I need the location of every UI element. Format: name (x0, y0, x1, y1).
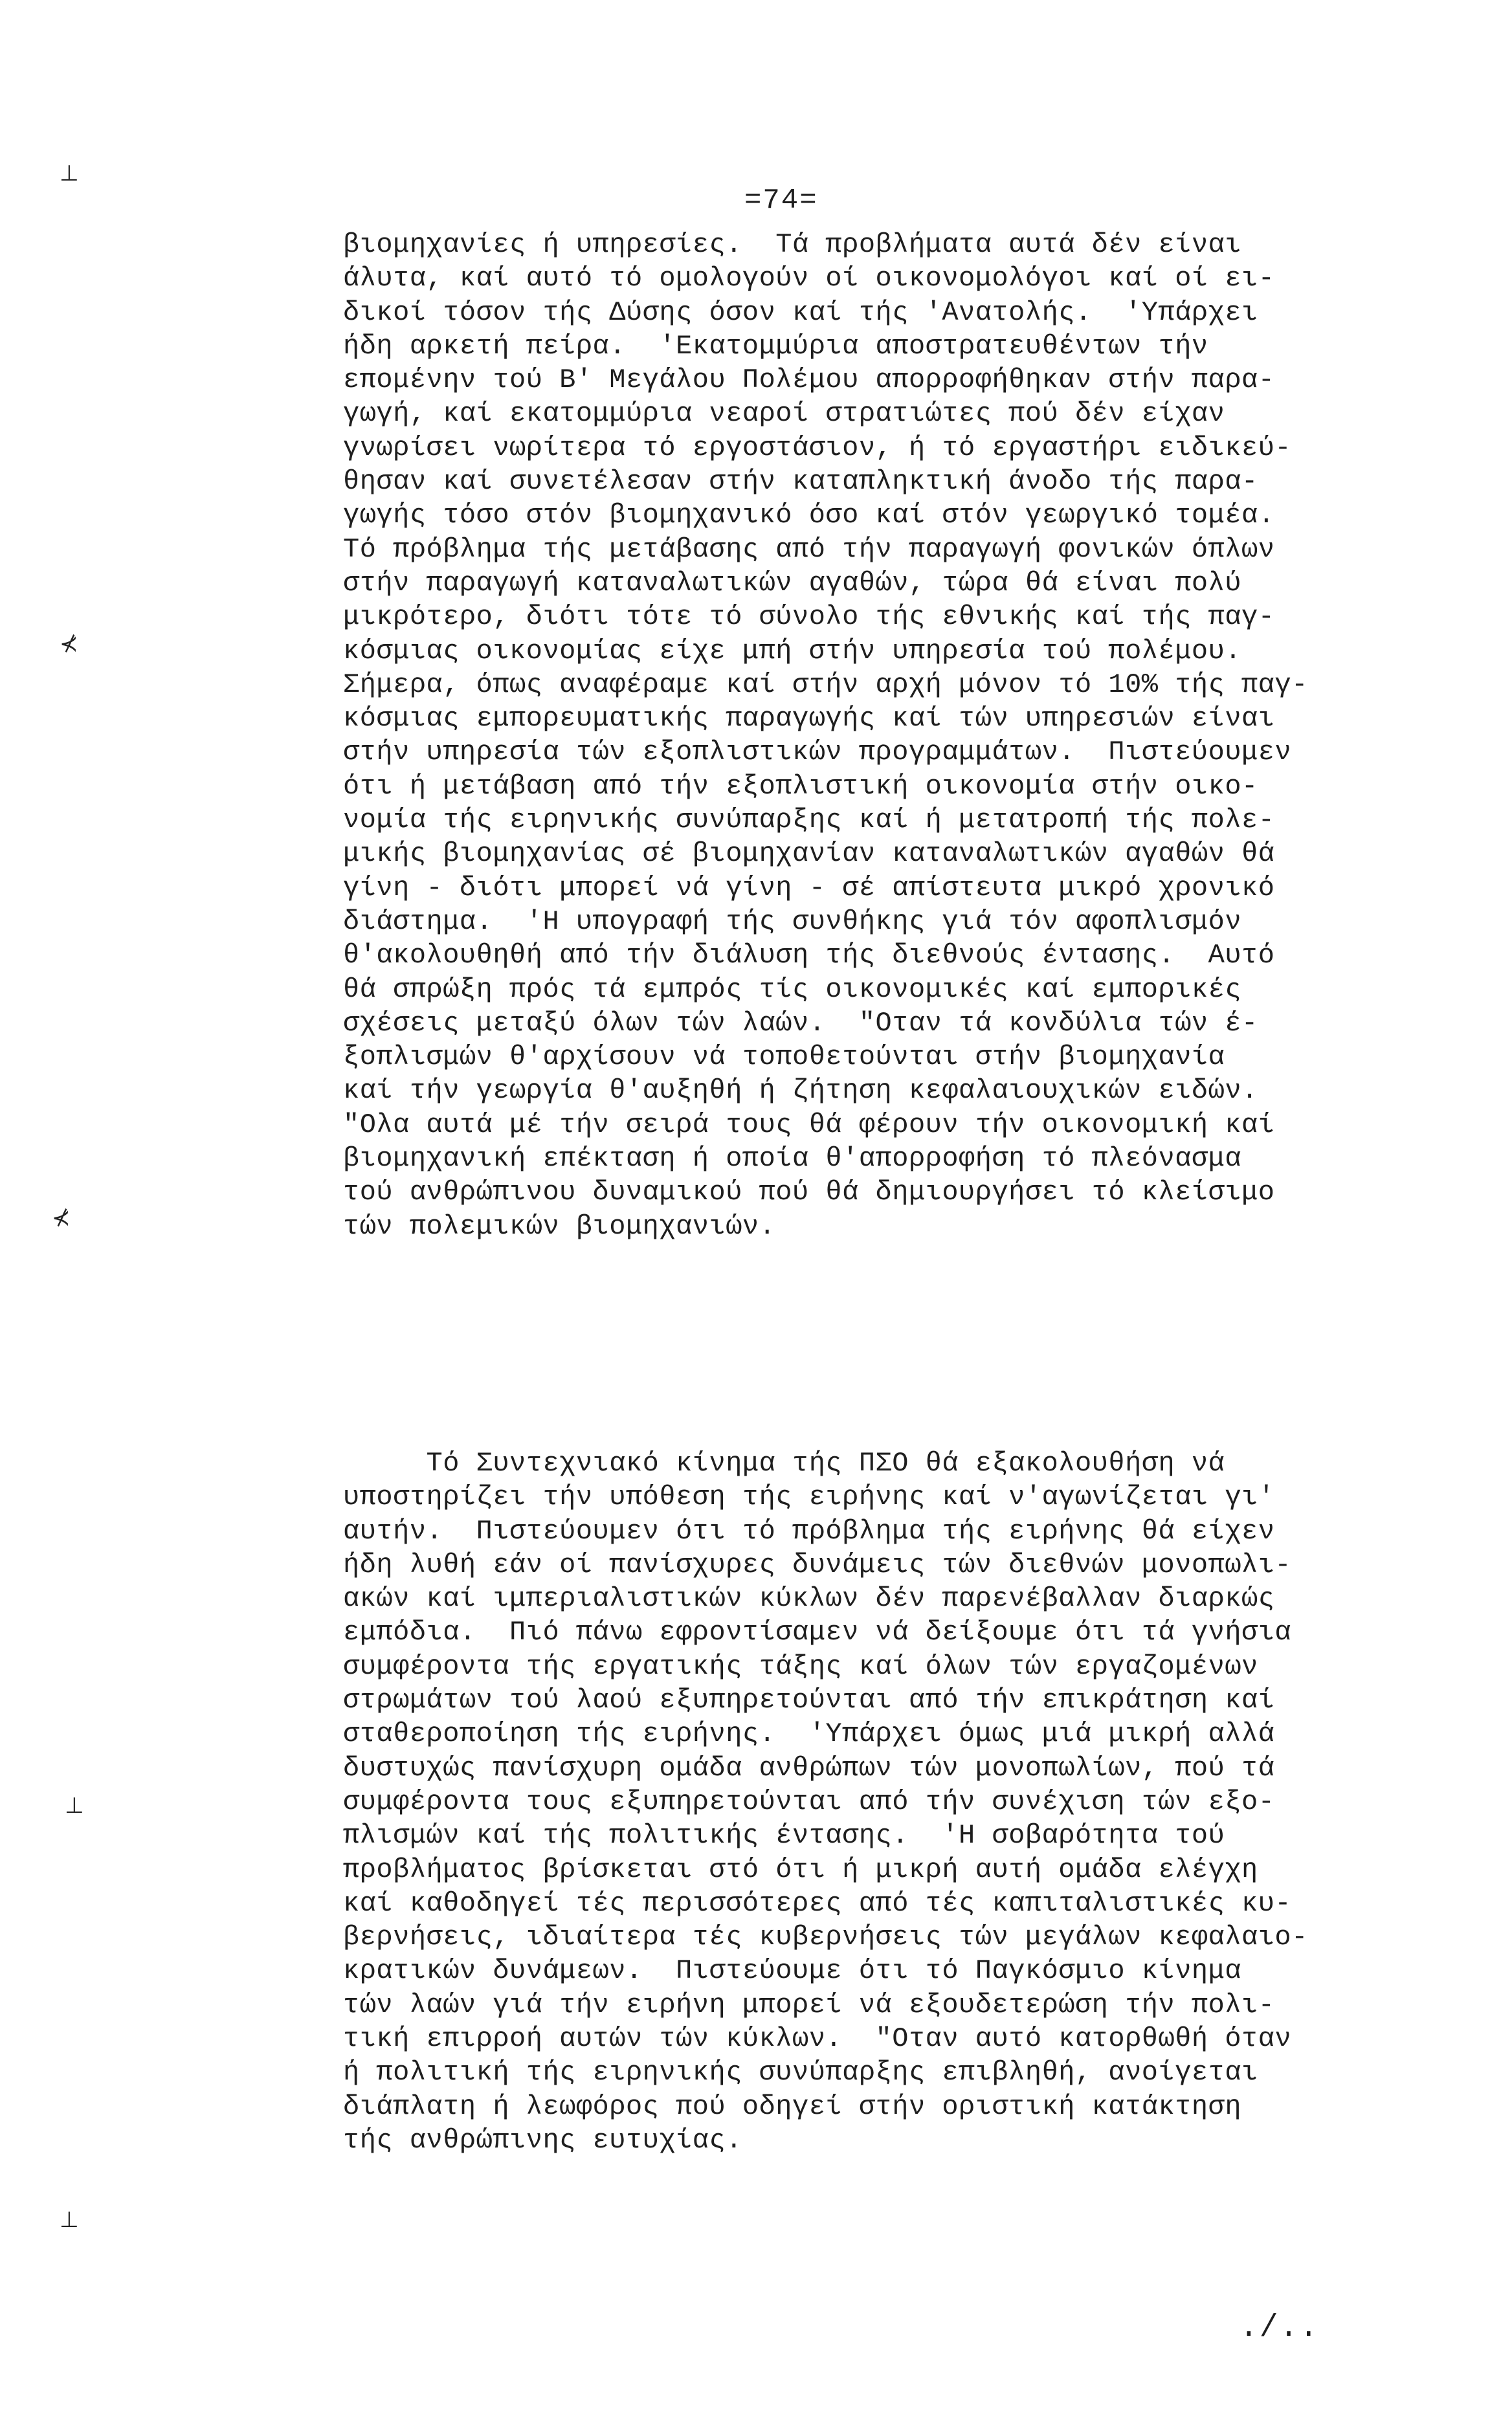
page-number: =74= (744, 184, 818, 217)
text-line: στήν υπηρεσία τών εξοπλιστικών προγραμμάτων. Πιστεύουμεν (343, 737, 1292, 768)
text-line: τού ανθρώπινου δυναμικού πού θά δημιουργήσει τό κλείσιμο (343, 1177, 1275, 1208)
text-line: γωγής τόσο στόν βιομηχανικό όσο καί στόν γεωργικό τομέα. (343, 500, 1275, 531)
paragraph (343, 228, 1482, 1243)
text-line: καί τήν γεωργία θ'αυξηθή ή ζήτηση κεφαλαιουχικών ειδών. (343, 1075, 1258, 1107)
text-line: ήδη αρκετή πείρα. 'Εκατομμύρια αποστρατευθέντων τήν (343, 330, 1208, 362)
text-line: σχέσεις μεταξύ όλων τών λαών. "Οταν τά κονδύλια τών έ- (343, 1007, 1258, 1039)
text-line: ήδη λυθή εάν οί πανίσχυρες δυνάμεις τών διεθνών μονοπωλι- (343, 1549, 1292, 1581)
text-line: στήν παραγωγή καταναλωτικών αγαθών, τώρα θά είναι πολύ (343, 567, 1242, 599)
text-line: γνωρίσει νωρίτερα τό εργοστάσιον, ή τό εργαστήρι ειδικεύ- (343, 432, 1292, 463)
paragraph (343, 1447, 1482, 2157)
text-line: δυστυχώς πανίσχυρη ομάδα ανθρώπων τών μονοπωλίων, πού τά (343, 1752, 1275, 1784)
text-line: κόσμιας εμπορευματικής παραγωγής καί τών υπηρεσιών είναι (343, 703, 1275, 735)
text-line: τών λαών γιά τήν ειρήνη μπορεί νά εξουδετερώση τήν πολι- (343, 1989, 1275, 2021)
continuation-mark: ./.. (1240, 2311, 1320, 2346)
text-line: Τό πρόβλημα τής μετάβασης από τήν παραγωγή φονικών όπλων (343, 533, 1275, 565)
margin-mark-icon: ⊥ (60, 2207, 79, 2233)
text-line: "Ολα αυτά μέ τήν σειρά τους θά φέρουν τήν οικονομική καί (343, 1109, 1275, 1140)
text-line: θ'ακολουθηθή από τήν διάλυση τής διεθνούς έντασης. Αυτό (343, 940, 1275, 971)
text-line: επομένην τού Β' Μεγάλου Πολέμου απορροφήθηκαν στήν παρα- (343, 364, 1275, 396)
text-line: συμφέροντα τής εργατικής τάξης καί όλων τών εργαζομένων (343, 1650, 1258, 1682)
text-line: βερνήσεις, ιδιαίτερα τές κυβερνήσεις τών μεγάλων κεφαλαιο- (343, 1922, 1308, 1953)
text-line: αυτήν. Πιστεύουμεν ότι τό πρόβλημα τής ειρήνης θά είχεν (343, 1515, 1275, 1547)
text-line: κρατικών δυνάμεων. Πιστεύουμε ότι τό Παγκόσμιο κίνημα (343, 1955, 1242, 1987)
text-line: ή πολιτική τής ειρηνικής συνύπαρξης επιβληθή, ανοίγεται (343, 2057, 1258, 2089)
text-line: κόσμιας οικονομίας είχε μπή στήν υπηρεσία τού πολέμου. (343, 635, 1242, 667)
text-line: στρωμάτων τού λαού εξυπηρετούνται από τήν επικράτηση καί (343, 1685, 1275, 1716)
text-line: Τό Συντεχνιακό κίνημα τής ΠΣΟ θά εξακολουθήση νά (343, 1448, 1225, 1479)
text-line: εμπόδια. Πιό πάνω εφροντίσαμεν νά δείξουμε ότι τά γνήσια (343, 1617, 1292, 1648)
text-line: θά σπρώξη πρός τά εμπρός τίς οικονομικές καί εμπορικές (343, 973, 1242, 1005)
text-line: ότι ή μετάβαση από τήν εξοπλιστική οικονομία στήν οικο- (343, 770, 1258, 802)
margin-mark-icon: ⊀ (52, 1205, 71, 1231)
text-line: τική επιρροή αυτών τών κύκλων. "Οταν αυτό κατορθωθή όταν (343, 2023, 1292, 2055)
text-line: βιομηχανίες ή υπηρεσίες. Τά προβλήματα αυτά δέν είναι (343, 229, 1242, 260)
text-line: διάπλατη ή λεωφόρος πού οδηγεί στήν οριστική κατάκτηση (343, 2091, 1242, 2122)
text-line: πλισμών καί τής πολιτικής έντασης. 'Η σοβαρότητα τού (343, 1820, 1225, 1852)
text-line: τής ανθρώπινης ευτυχίας. (343, 2124, 742, 2156)
text-line: ακών καί ιμπεριαλιστικών κύκλων δέν παρενέβαλλαν διαρκώς (343, 1583, 1275, 1615)
text-line: θησαν καί συνετέλεσαν στήν καταπληκτική άνοδο τής παρα- (343, 466, 1258, 498)
text-line: καί καθοδηγεί τές περισσότερες από τές καπιταλιστικές κυ- (343, 1887, 1292, 1919)
text-line: βιομηχανική επέκταση ή οποία θ'απορροφήση τό πλεόνασμα (343, 1143, 1242, 1175)
text-line: τών πολεμικών βιομηχανιών. (343, 1210, 776, 1242)
text-line: υποστηρίζει τήν υπόθεση τής ειρήνης καί ν'αγωνίζεται γι' (343, 1481, 1275, 1513)
text-line: δικοί τόσον τής Δύσης όσον καί τής 'Ανατολής. 'Υπάρχει (343, 296, 1258, 328)
margin-mark-icon: ⊥ (65, 1793, 84, 1819)
text-line: προβλήματος βρίσκεται στό ότι ή μικρή αυτή ομάδα ελέγχη (343, 1854, 1258, 1885)
text-line: ξοπλισμών θ'αρχίσουν νά τοποθετούνται στήν βιομηχανία (343, 1041, 1225, 1073)
text-line: άλυτα, καί αυτό τό ομολογούν οί οικονομολόγοι καί οί ει- (343, 263, 1275, 294)
text-line: μικρότερο, διότι τότε τό σύνολο τής εθνικής καί τής παγ- (343, 601, 1275, 633)
margin-mark-icon: ⊀ (60, 631, 78, 657)
margin-mark-icon: ⊥ (60, 161, 79, 186)
text-line: γίνη - διότι μπορεί νά γίνη - σέ απίστευτα μικρό χρονικό (343, 872, 1275, 904)
text-line: νομία τής ειρηνικής συνύπαρξης καί ή μετατροπή τής πολε- (343, 804, 1275, 836)
text-line: σταθεροποίηση τής ειρήνης. 'Υπάρχει όμως μιά μικρή αλλά (343, 1718, 1275, 1750)
text-line: Σήμερα, όπως αναφέραμε καί στήν αρχή μόνον τό 10% τής παγ- (343, 669, 1308, 700)
text-line: διάστημα. 'Η υπογραφή τής συνθήκης γιά τόν αφοπλισμόν (343, 905, 1242, 937)
text-line: γωγή, καί εκατομμύρια νεαροί στρατιώτες πού δέν είχαν (343, 398, 1225, 430)
text-line: μικής βιομηχανίας σέ βιομηχανίαν καταναλωτικών αγαθών θά (343, 838, 1275, 870)
text-line: συμφέροντα τους εξυπηρετούνται από τήν συνέχιση τών εξο- (343, 1786, 1275, 1817)
